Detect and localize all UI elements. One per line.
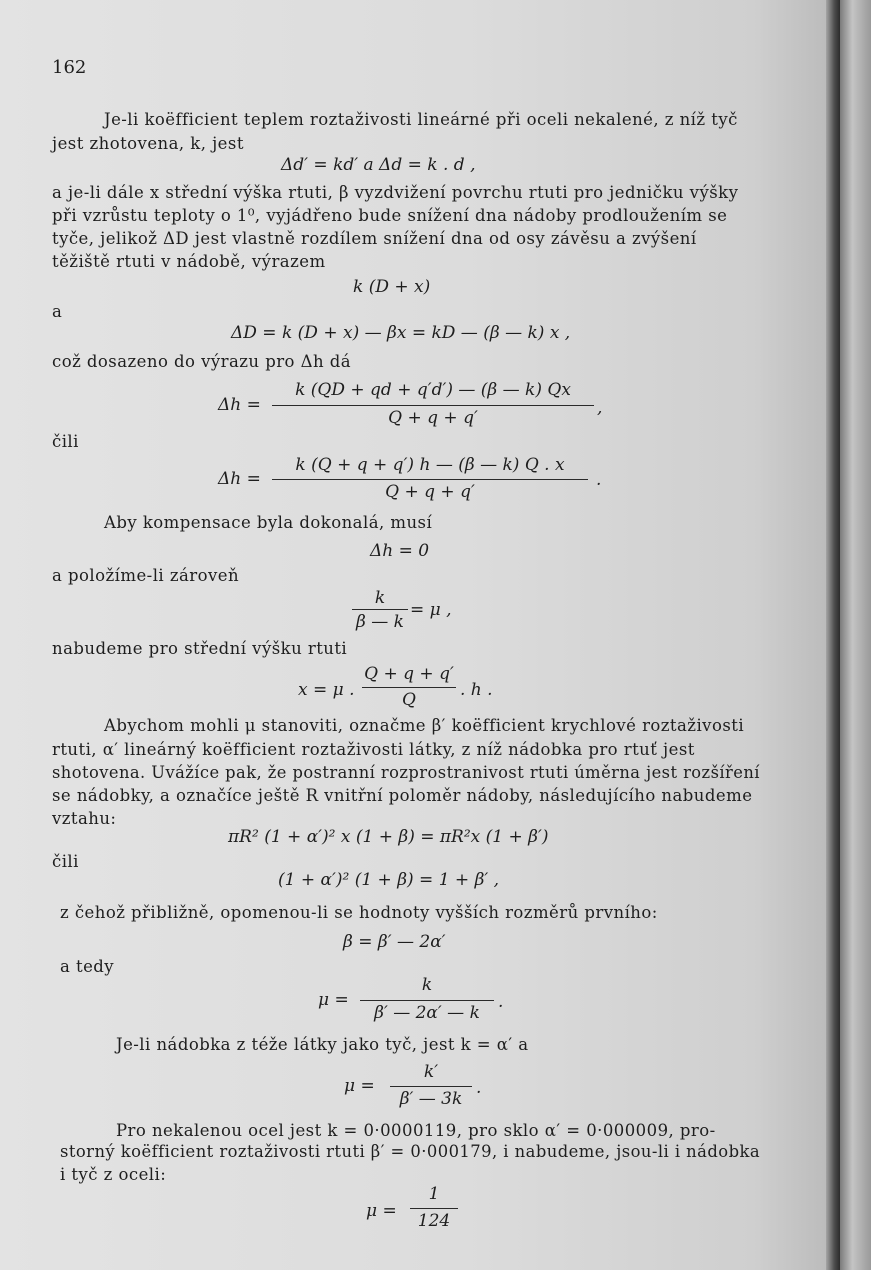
equation-13-lhs: μ = xyxy=(344,1076,375,1096)
text-line-9: čili xyxy=(52,432,79,451)
text-line-14: rtuti, α′ lineárný koëfficient roztaživosti látky, z níž nádobka pro rtuť jest xyxy=(52,740,695,759)
equation-7-rhs: = μ , xyxy=(410,600,452,620)
text-line-20: a tedy xyxy=(60,957,115,976)
equation-1: Δd′ = kd′ a Δd = k . d , xyxy=(281,155,476,175)
book-spine-shadow xyxy=(826,0,840,1270)
equation-13-numerator: k′ xyxy=(423,1062,439,1082)
fraction-bar xyxy=(272,405,594,406)
fraction-bar xyxy=(272,479,588,480)
equation-8-rhs: . h . xyxy=(460,680,493,700)
equation-13-denominator: β′ — 3k xyxy=(399,1089,463,1109)
text-line-13: Abychom mohli μ stanoviti, označme β′ koëfficient krychlové roztaživosti xyxy=(104,716,745,735)
text-line-3: a je-li dále x střední výška rtuti, β vyzdvižení povrchu rtuti pro jedničku výšky xyxy=(52,183,739,202)
text-line-8: což dosazeno do výrazu pro Δh dá xyxy=(52,352,352,371)
text-line-2: jest zhotovena, k, jest xyxy=(52,134,244,153)
text-line-23: storný koëfficient roztaživosti rtuti β′ = 0·000179, i nabudeme, jsou-li i nádobka xyxy=(60,1142,761,1161)
text-line-17: vztahu: xyxy=(52,809,117,828)
equation-5-end: . xyxy=(596,470,602,490)
equation-8-lhs: x = μ . xyxy=(298,680,355,700)
equation-13-end: . xyxy=(476,1078,482,1098)
equation-11: β = β′ — 2α′ xyxy=(343,932,446,952)
equation-10: (1 + α′)² (1 + β) = 1 + β′ , xyxy=(278,870,500,890)
text-line-12: nabudeme pro střední výšku rtuti xyxy=(52,639,348,658)
equation-5-denominator: Q + q + q′ xyxy=(385,482,475,502)
equation-7-numerator: k xyxy=(374,588,386,608)
page-edge xyxy=(840,0,871,1270)
text-line-5: tyče, jelikož ΔD jest vlastně rozdílem snížení dna od osy závěsu a zvýšení xyxy=(52,229,697,248)
equation-4-denominator: Q + q + q′ xyxy=(388,408,478,428)
equation-6: Δh = 0 xyxy=(370,541,430,561)
equation-3: ΔD = k (D + x) — βx = kD — (β — k) x , xyxy=(231,323,571,343)
text-line-18: čili xyxy=(52,852,79,871)
text-line-6: těžiště rtuti v nádobě, výrazem xyxy=(52,252,326,271)
fraction-bar xyxy=(360,1000,494,1001)
equation-14-denominator: 124 xyxy=(417,1211,451,1231)
equation-8-denominator: Q xyxy=(402,690,416,710)
fraction-bar xyxy=(390,1086,472,1087)
equation-4-numerator: k (QD + qd + q′d′) — (β — k) Qx xyxy=(295,380,571,400)
equation-12-denominator: β′ — 2α′ — k xyxy=(374,1003,480,1023)
fraction-bar xyxy=(352,609,408,610)
equation-5-lhs: Δh = xyxy=(218,469,261,489)
text-line-22: Pro nekalenou ocel jest k = 0·0000119, pro sklo α′ = 0·000009, pro- xyxy=(116,1121,716,1140)
equation-4-end: , xyxy=(597,398,603,418)
fraction-bar xyxy=(410,1208,458,1209)
equation-2: k (D + x) xyxy=(353,277,431,297)
equation-14-lhs: μ = xyxy=(366,1201,397,1221)
text-line-15: shotovena. Uvážíce pak, že postranní rozprostranivost rtuti úměrna jest rozšíření xyxy=(52,763,760,782)
text-line-21: Je-li nádobka z téže látky jako tyč, jest k = α′ a xyxy=(116,1035,529,1054)
page-number: 162 xyxy=(52,57,87,78)
equation-8-numerator: Q + q + q′ xyxy=(364,664,454,684)
equation-4-lhs: Δh = xyxy=(218,395,261,415)
fraction-bar xyxy=(362,687,456,688)
text-line-4: při vzrůstu teploty o 1⁰, vyjádřeno bude snížení dna nádoby prodloužením se xyxy=(52,206,728,225)
text-line-19: z čehož přibližně, opomenou-li se hodnoty vyšších rozměrů prvního: xyxy=(60,903,658,922)
text-line-1: Je-li koëfficient teplem roztaživosti lineárné při oceli nekalené, z níž tyč xyxy=(104,110,738,129)
equation-9: πR² (1 + α′)² x (1 + β) = πR²x (1 + β′) xyxy=(228,827,549,847)
text-line-16: se nádobky, a označíce ještě R vnitřní poloměr nádoby, následujícího nabudeme xyxy=(52,786,753,805)
text-line-11: a položíme-li zároveň xyxy=(52,566,240,585)
text-line-7: a xyxy=(52,302,63,321)
equation-14-numerator: 1 xyxy=(428,1184,440,1204)
text-line-10: Aby kompensace byla dokonalá, musí xyxy=(104,513,433,532)
equation-12-end: . xyxy=(498,992,504,1012)
text-line-24: i tyč z oceli: xyxy=(60,1165,167,1184)
equation-12-numerator: k xyxy=(421,975,433,995)
equation-12-lhs: μ = xyxy=(318,990,349,1010)
equation-5-numerator: k (Q + q + q′) h — (β — k) Q . x xyxy=(295,455,565,475)
equation-7-denominator: β — k xyxy=(356,612,404,632)
